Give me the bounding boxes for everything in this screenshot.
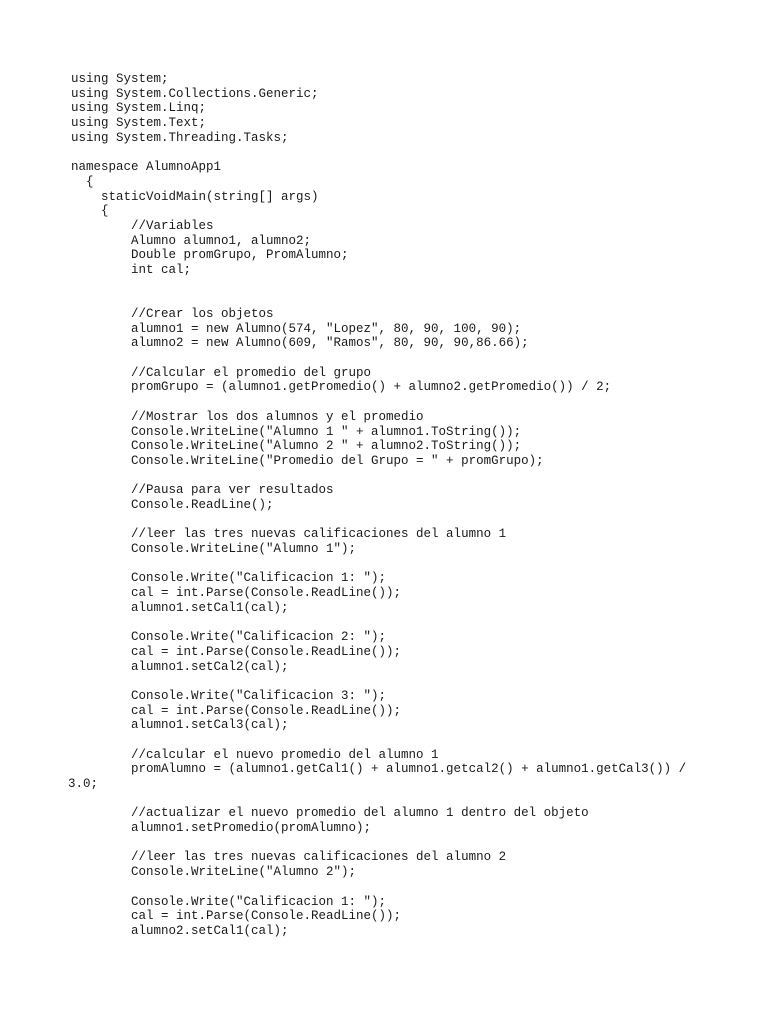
code-line: Console.WriteLine("Alumno 1 " + alumno1.ToString()); xyxy=(71,424,522,439)
code-line: { xyxy=(71,174,94,189)
code-line: 3.0; xyxy=(68,777,99,791)
code-line: //calcular el nuevo promedio del alumno 1 xyxy=(71,747,439,762)
code-line xyxy=(71,674,731,689)
code-line: //Mostrar los dos alumnos y el promedio xyxy=(71,409,424,424)
code-line: alumno1.setCal2(cal); xyxy=(71,659,289,674)
code-line: promGrupo = (alumno1.getPromedio() + alumno2.getPromedio()) / 2; xyxy=(71,380,612,395)
code-line: //Calcular el promedio del grupo xyxy=(71,365,372,380)
code-line: //actualizar el nuevo promedio del alumno 1 dentro del objeto xyxy=(71,806,589,821)
code-line: Console.Write("Calificacion 1: "); xyxy=(71,894,387,909)
code-line: using System.Threading.Tasks; xyxy=(71,130,289,145)
code-line: alumno2.setCal1(cal); xyxy=(71,923,289,938)
code-line: Console.WriteLine("Alumno 2"); xyxy=(71,865,357,880)
code-line: Console.WriteLine("Alumno 2 " + alumno2.ToString()); xyxy=(71,439,522,454)
code-line xyxy=(71,880,731,895)
code-line: staticVoidMain(string[] args) xyxy=(71,189,319,204)
code-line xyxy=(71,292,731,307)
code-line: int cal; xyxy=(71,262,192,277)
code-line: //Crear los objetos xyxy=(71,307,274,321)
code-line: using System.Text; xyxy=(71,116,207,131)
code-line: //Pausa para ver resultados xyxy=(71,483,334,498)
code-line: //leer las tres nuevas calificaciones del alumno 2 xyxy=(71,850,507,865)
code-line: Console.Write("Calificacion 1: "); xyxy=(71,571,387,586)
code-line: namespace AlumnoApp1 xyxy=(71,160,222,175)
code-line: alumno1.setCal1(cal); xyxy=(71,600,289,615)
code-line: Console.Write("Calificacion 3: "); xyxy=(71,688,387,703)
code-line: using System.Collections.Generic; xyxy=(71,86,319,101)
code-line xyxy=(71,836,731,851)
code-line: cal = int.Parse(Console.ReadLine()); xyxy=(71,909,402,924)
code-line: Console.WriteLine("Alumno 1"); xyxy=(71,542,357,556)
code-line: Double promGrupo, PromAlumno; xyxy=(71,248,349,263)
code-line: cal = int.Parse(Console.ReadLine()); xyxy=(71,586,402,601)
code-line: promAlumno = (alumno1.getCal1() + alumno1.getcal2() + alumno1.getCal3()) / xyxy=(71,762,687,777)
code-line xyxy=(71,145,731,160)
code-line: alumno1.setPromedio(promAlumno); xyxy=(71,821,372,836)
code-line: //leer las tres nuevas calificaciones del alumno 1 xyxy=(71,527,507,542)
code-line xyxy=(71,395,731,410)
code-line: alumno1.setCal3(cal); xyxy=(71,718,289,733)
code-line xyxy=(71,278,731,293)
code-line xyxy=(71,351,731,366)
code-listing xyxy=(68,72,731,939)
code-line: alumno2 = new Alumno(609, "Ramos", 80, 90, 90,86.66); xyxy=(71,336,529,351)
code-line xyxy=(71,513,731,528)
code-line: { xyxy=(71,204,109,219)
code-line xyxy=(71,733,731,748)
code-line xyxy=(71,615,731,630)
code-line: alumno1 = new Alumno(574, "Lopez", 80, 90, 100, 90); xyxy=(71,321,522,336)
code-line: cal = int.Parse(Console.ReadLine()); xyxy=(71,644,402,659)
code-line xyxy=(71,469,731,484)
code-line xyxy=(71,557,731,572)
code-line: cal = int.Parse(Console.ReadLine()); xyxy=(71,703,402,718)
code-line: Console.Write("Calificacion 2: "); xyxy=(71,630,387,645)
code-line: //Variables xyxy=(71,218,214,233)
code-line: Alumno alumno1, alumno2; xyxy=(71,233,312,248)
code-line xyxy=(71,792,731,807)
code-line: using System; xyxy=(71,72,169,86)
code-line: Console.ReadLine(); xyxy=(71,497,274,512)
code-line: Console.WriteLine("Promedio del Grupo = " + promGrupo); xyxy=(71,453,544,468)
code-line: using System.Linq; xyxy=(71,101,207,116)
